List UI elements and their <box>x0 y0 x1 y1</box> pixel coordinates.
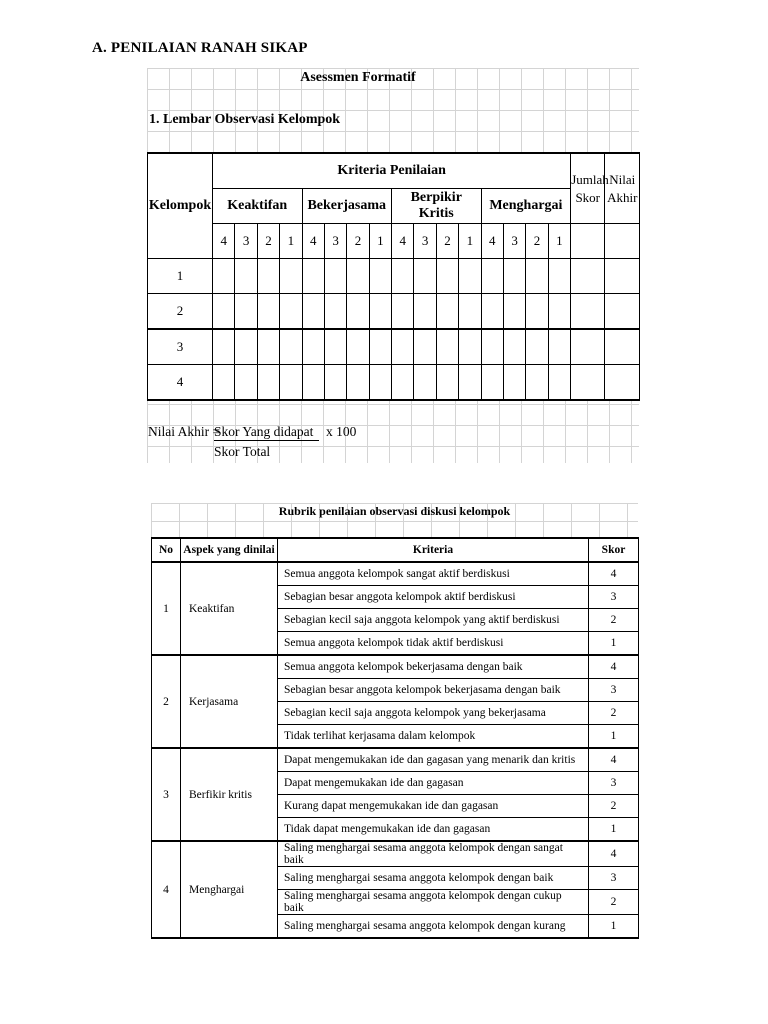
criteria-score: 2 <box>589 609 639 632</box>
score-cell[interactable] <box>526 294 548 330</box>
score-cell[interactable] <box>257 329 279 365</box>
criterion-header: Bekerjasama <box>302 189 392 224</box>
section-heading: A. PENILAIAN RANAH SIKAP <box>92 40 308 56</box>
criteria-text: Saling menghargai sesama anggota kelompok dengan sangat baik <box>278 841 589 867</box>
score-cell[interactable] <box>369 259 391 294</box>
criteria-score: 1 <box>589 818 639 842</box>
rubric-header-aspect: Aspek yang dinilai <box>181 538 278 562</box>
score-cell[interactable] <box>324 329 346 365</box>
criteria-text: Sebagian besar anggota kelompok bekerjasama dengan baik <box>278 679 589 702</box>
formula-label: Nilai Akhir = <box>148 424 221 439</box>
score-cell[interactable] <box>571 365 605 401</box>
score-cell[interactable] <box>347 294 369 330</box>
score-cell[interactable] <box>548 329 571 365</box>
score-cell[interactable] <box>605 294 640 330</box>
score-cell[interactable] <box>324 294 346 330</box>
criteria-score: 3 <box>589 679 639 702</box>
criteria-text: Kurang dapat mengemukakan ide dan gagasan <box>278 795 589 818</box>
score-cell[interactable] <box>324 259 346 294</box>
criteria-score: 1 <box>589 915 639 939</box>
criteria-text: Semua anggota kelompok tidak aktif berdiskusi <box>278 632 589 656</box>
score-cell[interactable] <box>459 294 481 330</box>
criteria-score: 4 <box>589 841 639 867</box>
empty-cell <box>571 224 605 259</box>
criteria-score: 1 <box>589 725 639 749</box>
score-cell[interactable] <box>605 259 640 294</box>
score-level-header: 3 <box>503 224 525 259</box>
score-cell[interactable] <box>481 259 503 294</box>
score-cell[interactable] <box>481 365 503 401</box>
score-cell[interactable] <box>548 365 571 401</box>
aspect-number: 4 <box>152 841 181 938</box>
score-cell[interactable] <box>392 329 414 365</box>
criteria-text: Tidak dapat mengemukakan ide dan gagasan <box>278 818 589 842</box>
criteria-text: Sebagian kecil saja anggota kelompok yang bekerjasama <box>278 702 589 725</box>
score-level-header: 2 <box>436 224 458 259</box>
score-cell[interactable] <box>503 294 525 330</box>
group-row <box>148 259 640 294</box>
criteria-score: 4 <box>589 655 639 679</box>
aspect-name: Berfikir kritis <box>181 748 278 841</box>
group-number: 3 <box>148 329 213 365</box>
criterion-header: Menghargai <box>481 189 571 224</box>
observation-subtitle: 1. Lembar Observasi Kelompok <box>149 112 341 127</box>
criteria-text: Saling menghargai sesama anggota kelompok dengan cukup baik <box>278 890 589 915</box>
score-cell[interactable] <box>605 329 640 365</box>
score-cell[interactable] <box>235 329 257 365</box>
rubric-header-no: No <box>152 538 181 562</box>
score-cell[interactable] <box>369 365 391 401</box>
group-row <box>148 294 640 330</box>
aspect-number: 3 <box>152 748 181 841</box>
kelompok-header: Kelompok <box>148 153 213 259</box>
score-cell[interactable] <box>213 294 235 330</box>
score-cell[interactable] <box>280 259 302 294</box>
criteria-score: 4 <box>589 562 639 586</box>
score-level-header: 2 <box>347 224 369 259</box>
score-cell[interactable] <box>257 365 279 401</box>
aspect-name: Keaktifan <box>181 562 278 655</box>
score-cell[interactable] <box>503 329 525 365</box>
score-cell[interactable] <box>548 294 571 330</box>
score-level-header: 3 <box>414 224 436 259</box>
rubric-row <box>152 748 639 772</box>
criterion-header: Berpikir Kritis <box>392 189 482 224</box>
score-cell[interactable] <box>280 365 302 401</box>
score-cell[interactable] <box>526 329 548 365</box>
score-cell[interactable] <box>481 294 503 330</box>
score-cell[interactable] <box>548 259 571 294</box>
score-cell[interactable] <box>302 294 324 330</box>
criteria-score: 2 <box>589 702 639 725</box>
score-cell[interactable] <box>459 365 481 401</box>
score-level-header: 2 <box>257 224 279 259</box>
rubric-header-score: Skor <box>589 538 639 562</box>
score-cell[interactable] <box>414 329 436 365</box>
score-cell[interactable] <box>436 259 458 294</box>
criteria-text: Saling menghargai sesama anggota kelompok dengan kurang <box>278 915 589 939</box>
score-cell[interactable] <box>302 365 324 401</box>
empty-cell <box>605 224 640 259</box>
score-cell[interactable] <box>302 329 324 365</box>
score-level-header: 1 <box>369 224 391 259</box>
criteria-score: 3 <box>589 772 639 795</box>
score-cell[interactable] <box>503 259 525 294</box>
score-level-header: 2 <box>526 224 548 259</box>
score-cell[interactable] <box>459 259 481 294</box>
score-level-header: 1 <box>459 224 481 259</box>
score-cell[interactable] <box>280 294 302 330</box>
score-cell[interactable] <box>213 329 235 365</box>
score-cell[interactable] <box>481 329 503 365</box>
group-row <box>148 365 640 401</box>
score-cell[interactable] <box>414 259 436 294</box>
score-cell[interactable] <box>414 294 436 330</box>
score-cell[interactable] <box>347 259 369 294</box>
score-cell[interactable] <box>526 365 548 401</box>
score-level-header: 1 <box>548 224 571 259</box>
score-cell[interactable] <box>392 365 414 401</box>
aspect-number: 2 <box>152 655 181 748</box>
criteria-text: Sebagian besar anggota kelompok aktif berdiskusi <box>278 586 589 609</box>
score-cell[interactable] <box>369 294 391 330</box>
group-row <box>148 329 640 365</box>
aspect-name: Menghargai <box>181 841 278 938</box>
score-level-header: 4 <box>481 224 503 259</box>
group-number: 1 <box>148 259 213 294</box>
score-cell[interactable] <box>392 294 414 330</box>
criteria-score: 1 <box>589 632 639 656</box>
criteria-text: Semua anggota kelompok sangat aktif berdiskusi <box>278 562 589 586</box>
jumlah-skor-header: Jumlah Skor <box>571 153 605 224</box>
criteria-score: 3 <box>589 867 639 890</box>
score-cell[interactable] <box>235 365 257 401</box>
score-cell[interactable] <box>235 259 257 294</box>
group-number: 4 <box>148 365 213 401</box>
score-cell[interactable] <box>369 329 391 365</box>
rubric-header-criteria: Kriteria <box>278 538 589 562</box>
score-cell[interactable] <box>324 365 346 401</box>
nilai-akhir-header: Nilai Akhir <box>605 153 640 224</box>
score-cell[interactable] <box>526 259 548 294</box>
criteria-text: Semua anggota kelompok bekerjasama dengan baik <box>278 655 589 679</box>
kriteria-header: Kriteria Penilaian <box>213 153 571 189</box>
formula-numerator: Skor Yang didapat <box>214 424 319 441</box>
criteria-score: 3 <box>589 586 639 609</box>
criterion-header: Keaktifan <box>213 189 303 224</box>
score-level-header: 4 <box>213 224 235 259</box>
score-level-header: 4 <box>392 224 414 259</box>
criteria-text: Dapat mengemukakan ide dan gagasan <box>278 772 589 795</box>
score-level-header: 3 <box>324 224 346 259</box>
score-cell[interactable] <box>571 259 605 294</box>
rubric-table <box>151 537 639 939</box>
score-cell[interactable] <box>347 329 369 365</box>
observation-table <box>147 152 640 401</box>
score-level-header: 3 <box>235 224 257 259</box>
score-cell[interactable] <box>436 329 458 365</box>
score-cell[interactable] <box>347 365 369 401</box>
assessment-title: Asessmen Formatif <box>300 70 416 85</box>
rubric-title: Rubrik penilaian observasi diskusi kelompok <box>278 504 511 518</box>
score-cell[interactable] <box>235 294 257 330</box>
aspect-name: Kerjasama <box>181 655 278 748</box>
formula-denominator: Skor Total <box>214 444 271 459</box>
rubric-row <box>152 841 639 867</box>
score-cell[interactable] <box>302 259 324 294</box>
score-cell[interactable] <box>459 329 481 365</box>
criteria-score: 2 <box>589 890 639 915</box>
criteria-score: 2 <box>589 795 639 818</box>
group-number: 2 <box>148 294 213 330</box>
score-level-header: 1 <box>280 224 302 259</box>
criteria-score: 4 <box>589 748 639 772</box>
rubric-row <box>152 655 639 679</box>
criteria-text: Sebagian kecil saja anggota kelompok yang aktif berdiskusi <box>278 609 589 632</box>
score-cell[interactable] <box>257 259 279 294</box>
formula-multiplier: x 100 <box>326 424 357 439</box>
criteria-text: Dapat mengemukakan ide dan gagasan yang menarik dan kritis <box>278 748 589 772</box>
score-cell[interactable] <box>213 365 235 401</box>
rubric-row <box>152 562 639 586</box>
score-cell[interactable] <box>280 329 302 365</box>
criteria-text: Tidak terlihat kerjasama dalam kelompok <box>278 725 589 749</box>
score-cell[interactable] <box>257 294 279 330</box>
score-cell[interactable] <box>571 294 605 330</box>
score-cell[interactable] <box>436 294 458 330</box>
score-cell[interactable] <box>503 365 525 401</box>
score-level-header: 4 <box>302 224 324 259</box>
aspect-number: 1 <box>152 562 181 655</box>
score-cell[interactable] <box>605 365 640 401</box>
score-cell[interactable] <box>414 365 436 401</box>
score-cell[interactable] <box>213 259 235 294</box>
score-cell[interactable] <box>571 329 605 365</box>
score-cell[interactable] <box>436 365 458 401</box>
criteria-text: Saling menghargai sesama anggota kelompok dengan baik <box>278 867 589 890</box>
score-cell[interactable] <box>392 259 414 294</box>
